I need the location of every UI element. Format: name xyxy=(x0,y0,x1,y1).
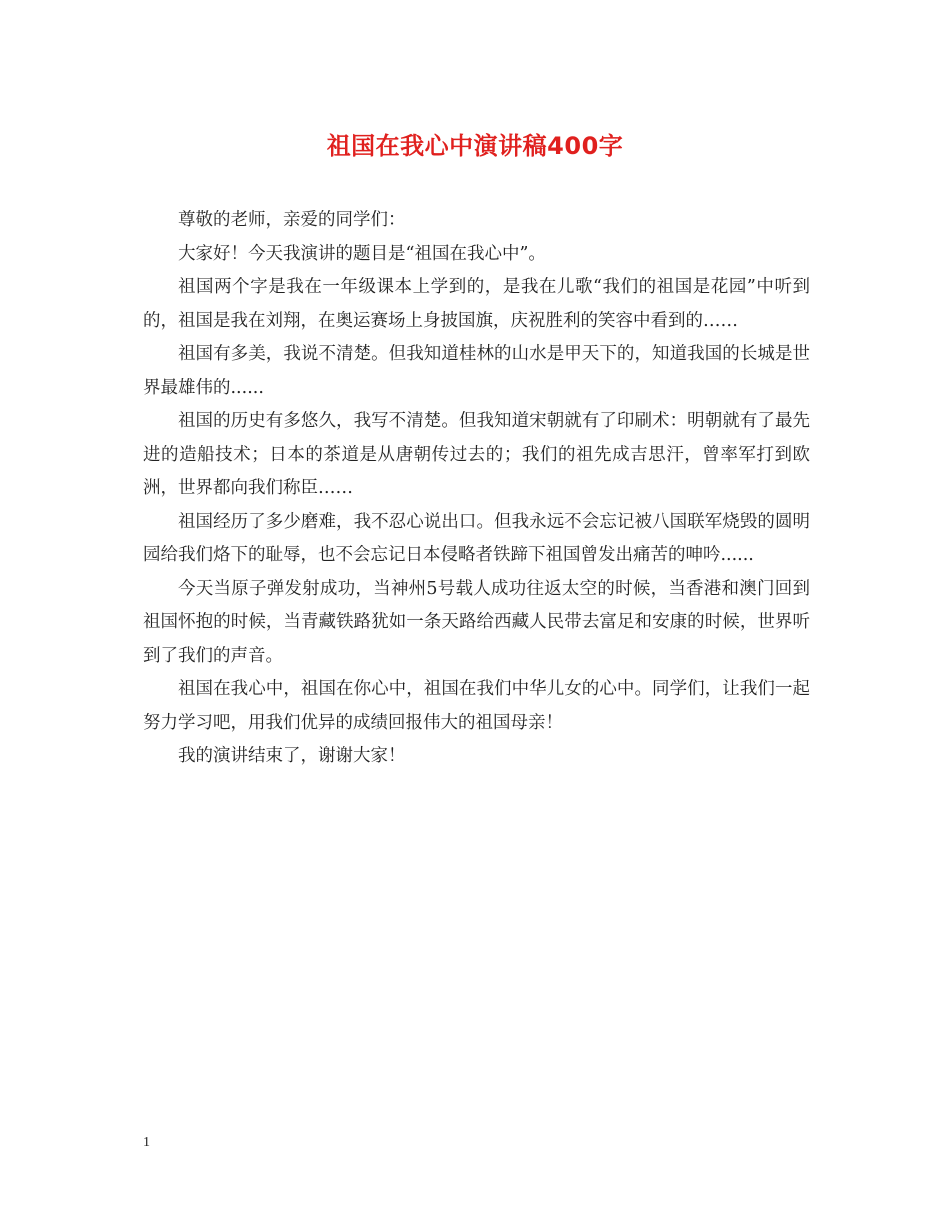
paragraph-greeting: 大家好！今天我演讲的题目是“祖国在我心中”。 xyxy=(178,243,546,264)
paragraph: 祖国经历了多少磨难，我不忍心说出口。但我永远不会忘记被八国联军烧毁的圆明园给我们烙下的耻辱，也不会忘记日本侵略者铁蹄下祖国曾发出痛苦的呻吟...... xyxy=(143,511,810,565)
paragraph: 今天当原子弹发射成功，当神州5号载人成功往返太空的时候，当香港和澳门回到祖国怀抱的时候，当青藏铁路犹如一条天路给西藏人民带去富足和安康的时候，世界听到了我们的声音。 xyxy=(143,578,810,666)
paragraph: 祖国的历史有多悠久，我写不清楚。但我知道宋朝就有了印刷术：明朝就有了最先进的造船技术；日本的茶道是从唐朝传过去的；我们的祖先成吉思汗，曾率军打到欧洲，世界都向我们称臣…… xyxy=(143,411,810,498)
paragraph-salutation: 尊敬的老师，亲爱的同学们： xyxy=(178,210,406,230)
document-title: 祖国在我心中演讲稿400字 xyxy=(326,132,624,160)
page-number: 1 xyxy=(143,1135,150,1150)
document-body xyxy=(143,204,810,774)
paragraph: 祖国两个字是我在一年级课本上学到的，是我在儿歌“我们的祖国是花园”中听到的，祖国是我在刘翔，在奥运赛场上身披国旗，庆祝胜利的笑容中看到的…… xyxy=(143,277,810,331)
paragraph-closing: 我的演讲结束了，谢谢大家！ xyxy=(178,746,406,766)
paragraph: 祖国有多美，我说不清楚。但我知道桂林的山水是甲天下的，知道我国的长城是世界最雄伟的...... xyxy=(143,344,810,398)
paragraph: 祖国在我心中，祖国在你心中，祖国在我们中华儿女的心中。同学们，让我们一起努力学习吧，用我们优异的成绩回报伟大的祖国母亲！ xyxy=(143,679,810,733)
